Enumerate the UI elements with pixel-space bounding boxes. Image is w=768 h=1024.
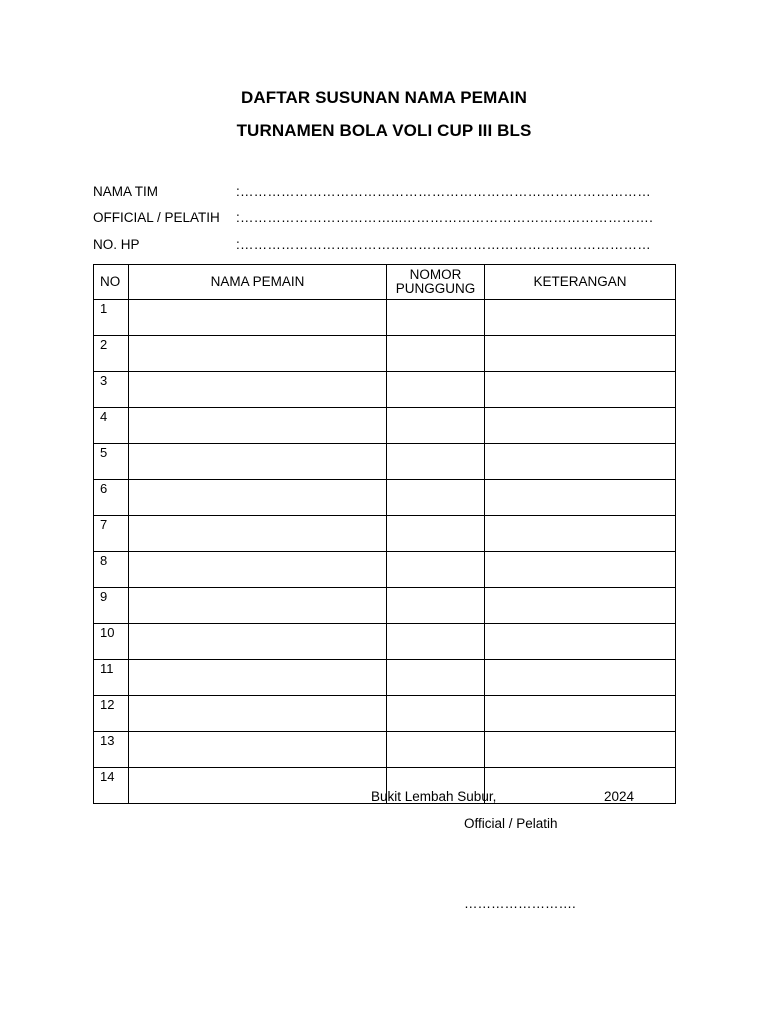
cell-player-name[interactable]	[129, 408, 387, 444]
document-subtitle: TURNAMEN BOLA VOLI CUP III BLS	[236, 121, 532, 140]
cell-no: 14	[94, 768, 129, 804]
signature-name-line: …………………….	[464, 896, 576, 911]
table-row	[94, 552, 676, 588]
field-fill-line: :……………………………...……………………………………………….	[236, 210, 654, 225]
cell-jersey-number[interactable]	[387, 660, 485, 696]
cell-player-name[interactable]	[129, 516, 387, 552]
header-remarks: KETERANGAN	[485, 265, 676, 300]
cell-player-name[interactable]	[129, 444, 387, 480]
cell-player-name[interactable]	[129, 624, 387, 660]
cell-remarks[interactable]	[485, 336, 676, 372]
cell-remarks[interactable]	[485, 480, 676, 516]
table-row	[94, 732, 676, 768]
cell-remarks[interactable]	[485, 516, 676, 552]
table-row	[94, 408, 676, 444]
cell-no: 8	[94, 552, 129, 588]
header-jersey-number: NOMOR PUNGGUNG	[387, 265, 485, 300]
field-label: NO. HP	[93, 237, 140, 252]
document-title: DAFTAR SUSUNAN NAMA PEMAIN	[241, 88, 527, 107]
cell-jersey-number[interactable]	[387, 336, 485, 372]
field-fill-line: :………………………………………………………………………………	[236, 184, 651, 199]
field-fill-line: :………………………………………………………………………………	[236, 237, 651, 252]
cell-player-name[interactable]	[129, 300, 387, 336]
header-player-name: NAMA PEMAIN	[129, 265, 387, 300]
cell-player-name[interactable]	[129, 732, 387, 768]
field-official	[93, 210, 653, 225]
table-row	[94, 696, 676, 732]
player-roster-table	[93, 264, 676, 804]
cell-player-name[interactable]	[129, 768, 387, 804]
field-label: OFFICIAL / PELATIH	[93, 210, 220, 225]
field-team-name	[93, 184, 651, 199]
field-label: NAMA TIM	[93, 184, 159, 199]
cell-remarks[interactable]	[485, 624, 676, 660]
cell-remarks[interactable]	[485, 732, 676, 768]
cell-jersey-number[interactable]	[387, 588, 485, 624]
cell-no: 3	[94, 372, 129, 408]
cell-remarks[interactable]	[485, 660, 676, 696]
cell-no: 12	[94, 696, 129, 732]
table-header-row	[94, 265, 676, 300]
cell-no: 10	[94, 624, 129, 660]
table-row	[94, 336, 676, 372]
cell-remarks[interactable]	[485, 696, 676, 732]
cell-no: 5	[94, 444, 129, 480]
cell-no: 4	[94, 408, 129, 444]
cell-jersey-number[interactable]	[387, 732, 485, 768]
cell-player-name[interactable]	[129, 372, 387, 408]
table-row	[94, 480, 676, 516]
cell-jersey-number[interactable]	[387, 624, 485, 660]
table-row	[94, 660, 676, 696]
cell-jersey-number[interactable]	[387, 300, 485, 336]
cell-remarks[interactable]	[485, 300, 676, 336]
cell-player-name[interactable]	[129, 552, 387, 588]
cell-jersey-number[interactable]	[387, 408, 485, 444]
signature-role: Official / Pelatih	[464, 816, 558, 831]
cell-no: 11	[94, 660, 129, 696]
cell-jersey-number[interactable]	[387, 444, 485, 480]
cell-jersey-number[interactable]	[387, 372, 485, 408]
table-row	[94, 588, 676, 624]
cell-player-name[interactable]	[129, 480, 387, 516]
table-row	[94, 372, 676, 408]
cell-remarks[interactable]	[485, 444, 676, 480]
cell-no: 9	[94, 588, 129, 624]
field-phone	[93, 237, 651, 252]
cell-player-name[interactable]	[129, 588, 387, 624]
cell-no: 1	[94, 300, 129, 336]
signature-place: Bukit Lembah Subur,	[371, 789, 497, 804]
cell-no: 13	[94, 732, 129, 768]
cell-jersey-number[interactable]	[387, 480, 485, 516]
table-row	[94, 444, 676, 480]
cell-no: 6	[94, 480, 129, 516]
signature-year: 2024	[604, 789, 635, 804]
cell-jersey-number[interactable]	[387, 696, 485, 732]
cell-player-name[interactable]	[129, 660, 387, 696]
header-no: NO	[94, 265, 129, 300]
cell-player-name[interactable]	[129, 696, 387, 732]
cell-remarks[interactable]	[485, 588, 676, 624]
cell-jersey-number[interactable]	[387, 552, 485, 588]
table-row	[94, 624, 676, 660]
cell-remarks[interactable]	[485, 552, 676, 588]
cell-no: 2	[94, 336, 129, 372]
cell-remarks[interactable]	[485, 408, 676, 444]
cell-player-name[interactable]	[129, 336, 387, 372]
table-row	[94, 516, 676, 552]
cell-no: 7	[94, 516, 129, 552]
cell-remarks[interactable]	[485, 768, 676, 804]
cell-jersey-number[interactable]	[387, 516, 485, 552]
cell-remarks[interactable]	[485, 372, 676, 408]
table-row	[94, 300, 676, 336]
